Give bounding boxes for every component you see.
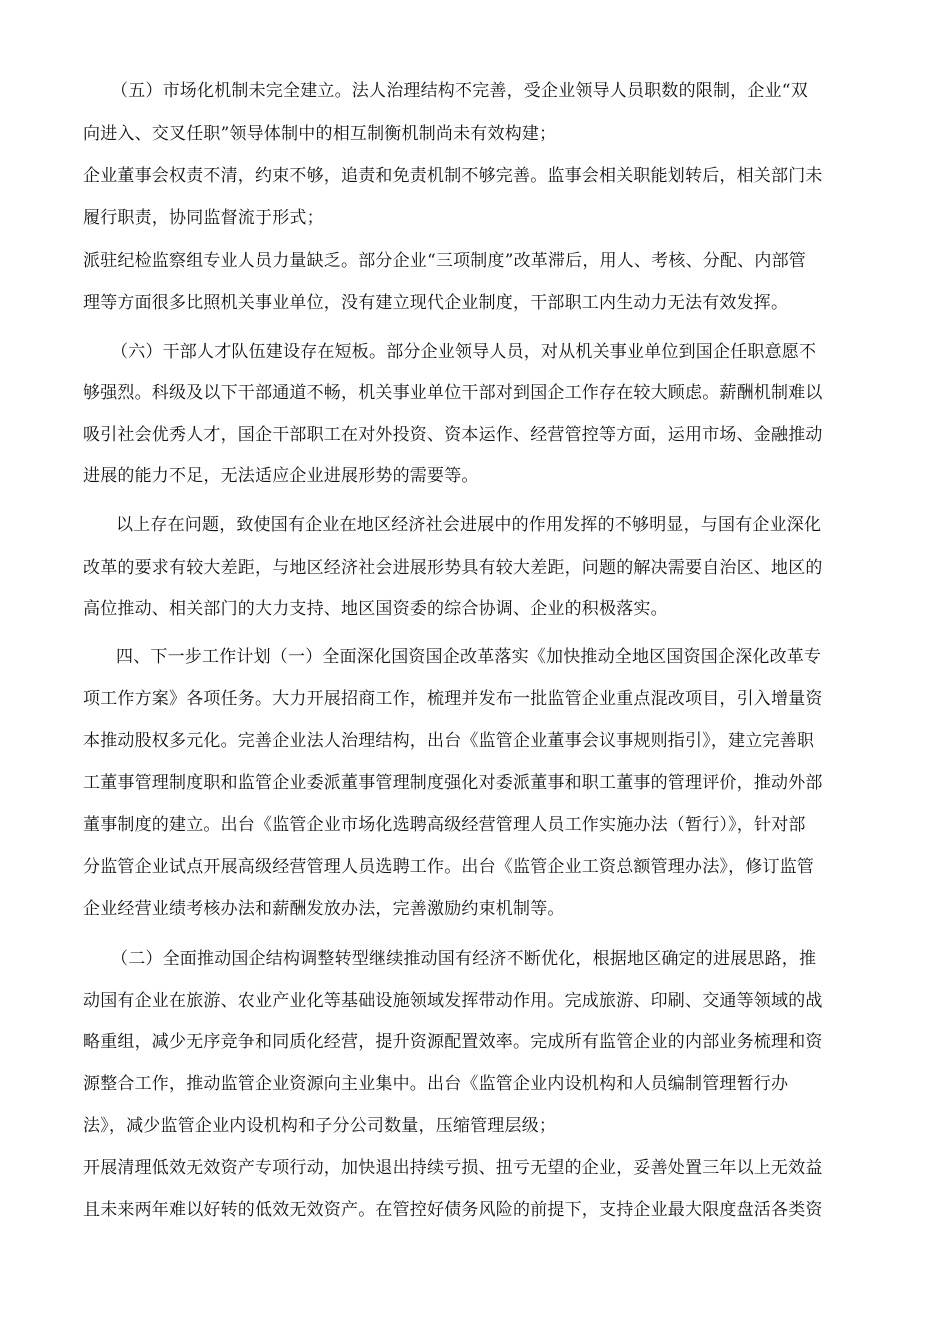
text-line: 工董事管理制度职和监管企业委派董事管理制度强化对委派董事和职工董事的管理评价，推动外部 — [83, 773, 823, 793]
text-line: 派驻纪检监察组专业人员力量缺乏。部分企业“三项制度”改革滞后，用人、考核、分配、内部管 — [83, 251, 806, 271]
text-line: 分监管企业试点开展高级经营管理人员选聘工作。出台《监管企业工资总额管理办法》，修订监管 — [83, 857, 815, 877]
text-line: 略重组，减少无序竞争和同质化经营，提升资源配置效率。完成所有监管企业的内部业务梳理和资 — [83, 1032, 823, 1052]
text-line: 够强烈。科级及以下干部通道不畅，机关事业单位干部对到国企工作存在较大顾虑。薪酬机制难以 — [83, 383, 823, 403]
text-line: 源整合工作，推动监管企业资源向主业集中。出台《监管企业内设机构和人员编制管理暂行办 — [83, 1074, 789, 1094]
text-line: 四、下一步工作计划（一）全面深化国资国企改革落实《加快推动全地区国资国企深化改革专 — [116, 647, 822, 667]
text-line: 吸引社会优秀人才，国企干部职工在对外投资、资本运作、经营管控等方面，运用市场、金融推动 — [83, 425, 823, 445]
text-line: 高位推动、相关部门的大力支持、地区国资委的综合协调、企业的积极落实。 — [83, 599, 668, 619]
text-line: （五）市场化机制未完全建立。法人治理结构不完善，受企业领导人员职数的限制，企业“双 — [111, 81, 808, 101]
text-line: 履行职责，协同监督流于形式； — [83, 208, 324, 228]
text-line: 本推动股权多元化。完善企业法人治理结构，出台《监管企业董事会议事规则指引》，建立完善职 — [83, 731, 815, 751]
text-line: 企业董事会权责不清，约束不够，追责和免责机制不够完善。监事会相关职能划转后，相关部门未 — [83, 166, 823, 186]
text-line: （二）全面推动国企结构调整转型继续推动国有经济不断优化，根据地区确定的进展思路，推 — [111, 949, 817, 969]
text-line: 项工作方案》各项任务。大力开展招商工作，梳理并发布一批监管企业重点混改项目，引入增量资 — [83, 689, 823, 709]
text-line: 动国有企业在旅游、农业产业化等基础设施领域发挥带动作用。完成旅游、印刷、交通等领域的战 — [83, 991, 823, 1011]
text-line: 理等方面很多比照机关事业单位，没有建立现代企业制度，干部职工内生动力无法有效发挥。 — [83, 293, 789, 313]
text-line: 开展清理低效无效资产专项行动，加快退出持续亏损、扭亏无望的企业，妥善处置三年以上无效益 — [83, 1158, 823, 1178]
text-line: 且未来两年难以好转的低效无效资产。在管控好债务风险的前提下，支持企业最大限度盘活各类资 — [83, 1200, 823, 1220]
text-line: 企业经营业绩考核办法和薪酬发放办法，完善激励约束机制等。 — [83, 899, 565, 919]
text-line: 法》，减少监管企业内设机构和子分公司数量，压缩管理层级； — [83, 1116, 557, 1136]
text-line: 改革的要求有较大差距，与地区经济社会进展形势具有较大差距，问题的解决需要自治区、地区的 — [83, 558, 823, 578]
text-line: 进展的能力不足，无法适应企业进展形势的需要等。 — [83, 466, 479, 486]
text-line: 以上存在问题，致使国有企业在地区经济社会进展中的作用发挥的不够明显，与国有企业深化 — [116, 515, 822, 535]
text-line: 向进入、交叉任职”领导体制中的相互制衡机制尚未有效构建； — [83, 124, 557, 144]
text-line: （六）干部人才队伍建设存在短板。部分企业领导人员，对从机关事业单位到国企任职意愿不 — [111, 342, 817, 362]
text-line: 董事制度的建立。出台《监管企业市场化选聘高级经营管理人员工作实施办法（暂行）》，针对部 — [83, 815, 806, 835]
